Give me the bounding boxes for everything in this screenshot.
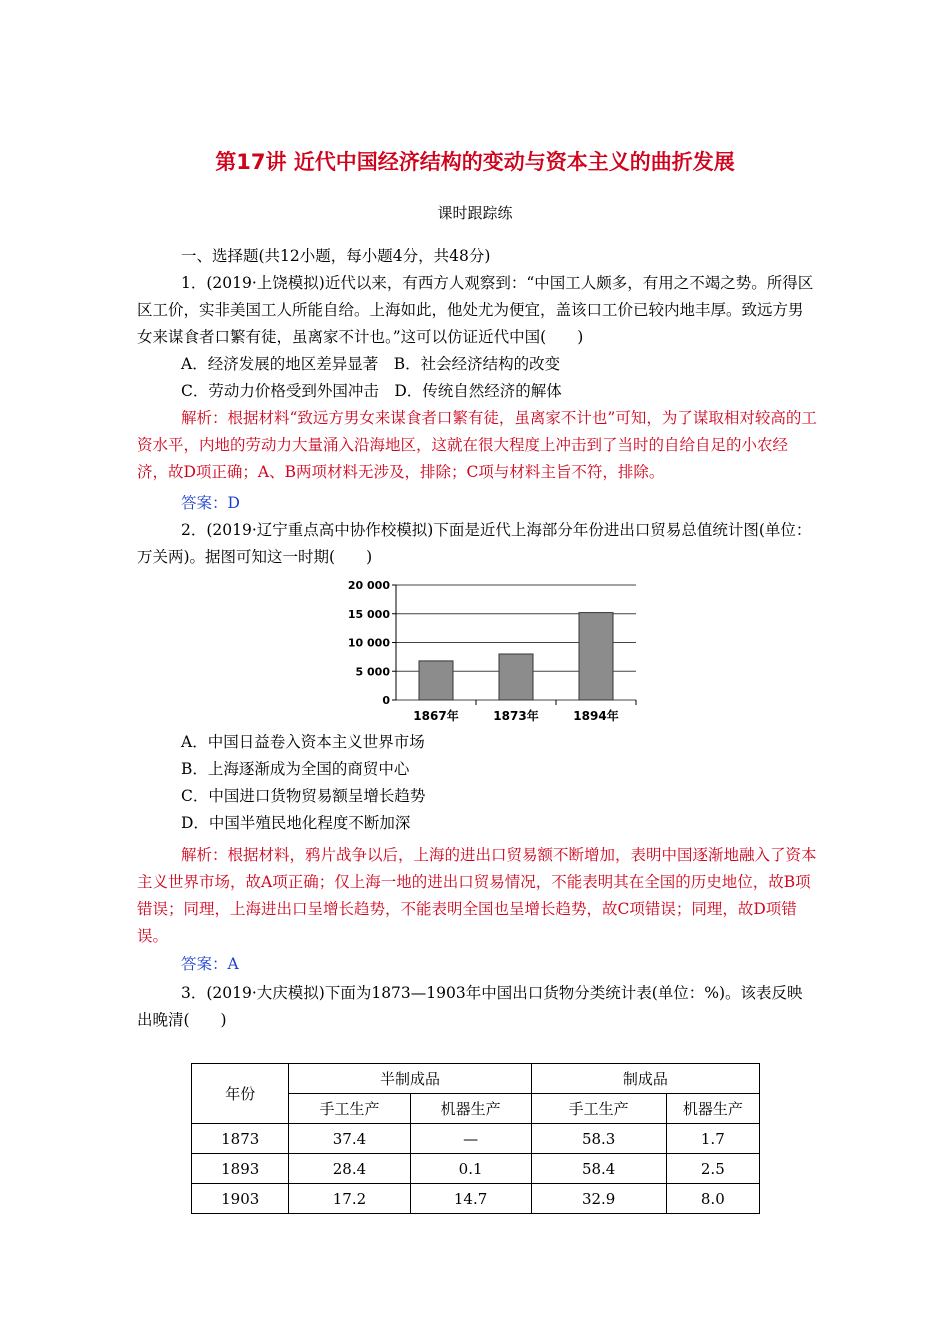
table-header-semi: 半制成品 [289,1064,531,1094]
q2-option-b: B．上海逐渐成为全国的商贸中心 [181,760,410,778]
table-cell: — [410,1124,531,1154]
trade-bar-chart [340,575,640,727]
page-subtitle: 课时跟踪练 [437,204,513,222]
table-cell: 58.3 [531,1124,666,1154]
q2-analysis: 解析：根据材料，鸦片战争以后，上海的进出口贸易额不断增加，表明中国逐渐地融入了资本主义世界市场，故A项正确；仅上海一地的进出口贸易情况，不能表明其在全国的历史地位，故B项错误；同理，上海进出口呈增长趋势，不能表明全国也呈增长趋势，故C项错误；同理，故D项错误。 [137,846,817,945]
table-cell: 58.4 [531,1154,666,1184]
table-subheader: 手工生产 [289,1094,410,1124]
table-cell: 14.7 [410,1184,531,1214]
table-header-year: 年份 [192,1064,289,1124]
table-row [192,1154,760,1184]
table-cell: 0.1 [410,1154,531,1184]
table-cell: 28.4 [289,1154,410,1184]
bar [579,613,613,700]
table-header-row [192,1064,760,1094]
q1-options-row2: C．劳动力价格受到外国冲击 D．传统自然经济的解体 [181,382,562,400]
page-title: 第17讲 近代中国经济结构的变动与资本主义的曲折发展 [215,150,735,174]
export-table [191,1063,760,1214]
y-tick-label: 10 000 [347,636,390,650]
y-tick-label: 0 [382,694,390,707]
table-cell: 1873 [192,1124,289,1154]
q1-answer: 答案：D [181,494,240,512]
q2-stem: 2．(2019·辽宁重点高中协作校模拟)下面是近代上海部分年份进出口贸易总值统计图(单位：万关两)。据图可知这一时期( ) [137,521,812,566]
table-subheader: 机器生产 [666,1094,759,1124]
y-tick-label: 20 000 [347,579,390,592]
table-cell: 1893 [192,1154,289,1184]
q2-answer: 答案：A [181,955,239,973]
table-subheader: 手工生产 [531,1094,666,1124]
q2-option-d: D．中国半殖民地化程度不断加深 [181,814,411,832]
y-tick-label: 15 000 [347,607,390,621]
table-cell: 37.4 [289,1124,410,1154]
q1-stem: 1．(2019·上饶模拟)近代以来，有西方人观察到：“中国工人颇多，有用之不竭之势。所得区区工价，实非美国工人所能自给。上海如此，他处尤为便宜，盖该口工价已较内地丰厚。致远方男女来谋食者口繁有徒，虽离家不计也。”这可以仿证近代中国( ) [137,274,814,346]
q1-analysis: 解析：根据材料“致远方男女来谋食者口繁有徒，虽离家不计也”可知，为了谋取相对较高的工资水平，内地的劳动力大量涌入沿海地区，这就在很大程度上冲击到了当时的自给自足的小农经济，故D项正确；A、B两项材料无涉及，排除；C项与材料主旨不符，排除。 [137,409,817,481]
x-tick-label: 1873年 [493,709,539,723]
section-heading: 一、选择题(共12小题，每小题4分，共48分) [181,247,491,265]
q1-options-row1: A．经济发展的地区差异显著 B．社会经济结构的改变 [181,355,561,373]
q3-stem: 3．(2019·大庆模拟)下面为1873—1903年中国出口货物分类统计表(单位：%)。该表反映出晚清( ) [137,984,803,1029]
table-cell: 17.2 [289,1184,410,1214]
x-tick-label: 1867年 [413,709,459,723]
q2-option-c: C．中国进口货物贸易额呈增长趋势 [181,787,426,805]
table-cell: 1.7 [666,1124,759,1154]
table-cell: 8.0 [666,1184,759,1214]
table-subheader: 机器生产 [410,1094,531,1124]
table-cell: 1903 [192,1184,289,1214]
y-tick-label: 5 000 [355,665,390,679]
bar [419,661,453,700]
table-cell: 2.5 [666,1154,759,1184]
table-row [192,1184,760,1214]
q2-option-a: A．中国日益卷入资本主义世界市场 [181,733,425,751]
table-row [192,1124,760,1154]
x-tick-label: 1894年 [573,709,619,723]
table-header-finished: 制成品 [531,1064,759,1094]
table-cell: 32.9 [531,1184,666,1214]
bar [499,654,533,700]
